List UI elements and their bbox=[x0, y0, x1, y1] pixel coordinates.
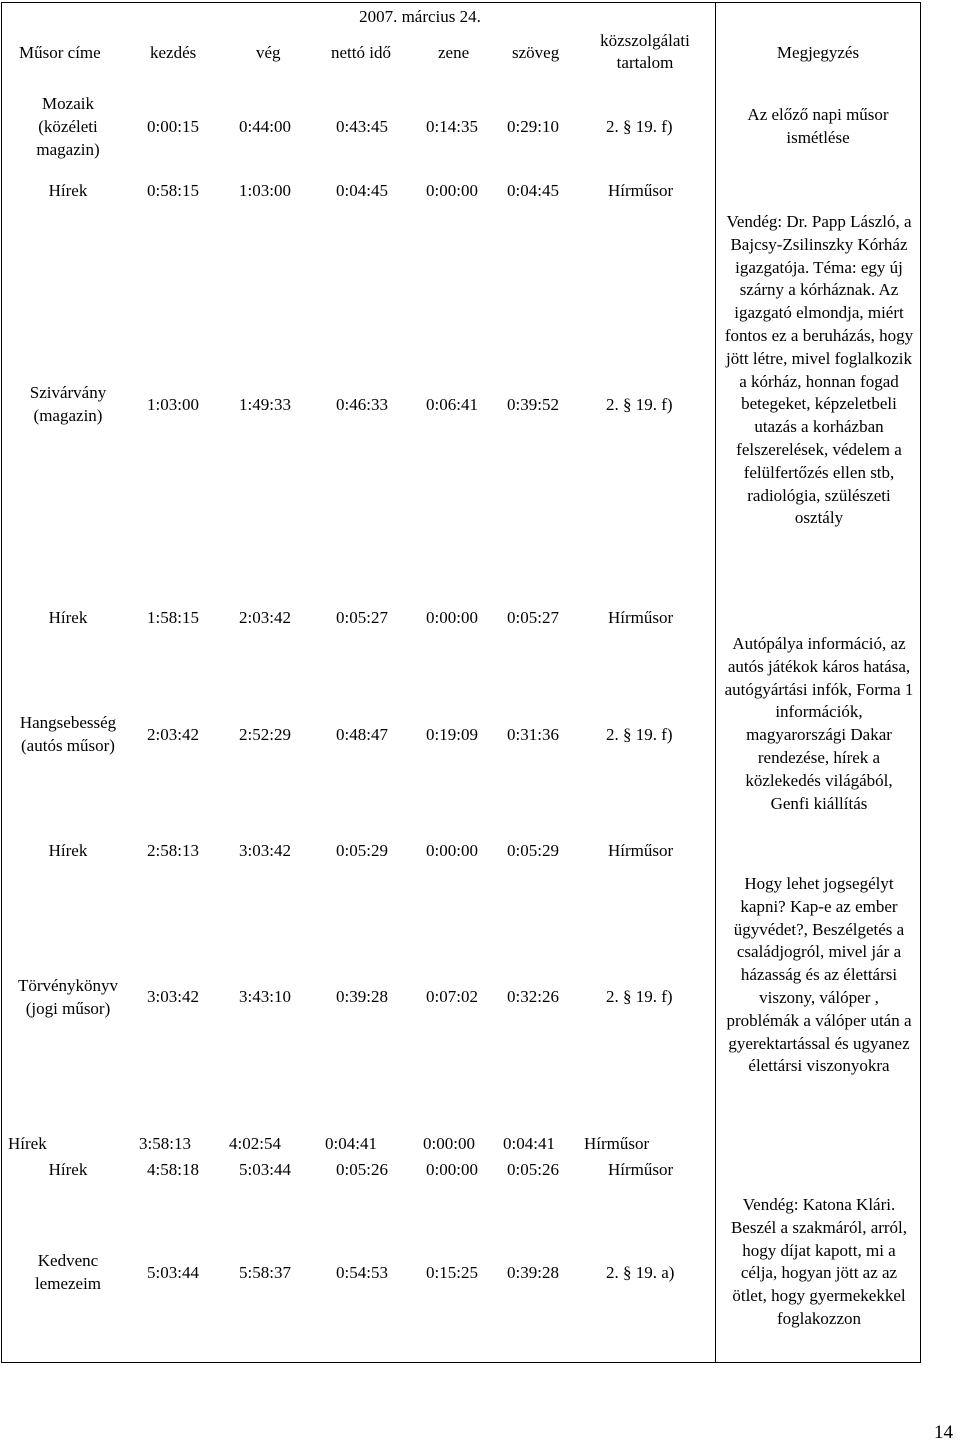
program-title: Hírek bbox=[48, 181, 88, 200]
end-time: 0:44:00 bbox=[239, 117, 291, 136]
header-music: zene bbox=[438, 43, 470, 62]
end-time: 3:43:10 bbox=[239, 987, 291, 1006]
net-time: 0:05:27 bbox=[336, 608, 388, 627]
program-title: Mozaik bbox=[42, 94, 94, 113]
program-title: (jogi műsor) bbox=[25, 999, 111, 1018]
header-public-1: közszolgálati bbox=[600, 31, 690, 50]
table-border-left bbox=[1, 2, 2, 1363]
music-time: 0:00:00 bbox=[423, 1134, 475, 1153]
end-time: 3:03:42 bbox=[239, 841, 291, 860]
program-title: magazin) bbox=[36, 140, 100, 159]
header-date: 2007. március 24. bbox=[359, 7, 481, 26]
program-title: Hangsebesség bbox=[19, 713, 117, 732]
start-time: 3:03:42 bbox=[147, 987, 199, 1006]
note-text: Hogy lehet jogsegélyt kapni? Kap-e az ember ügyvédet?, Beszélgetés a családjogról, mivel jár a házasság és az élettársi viszony, válóper , problémák a válóper után a gyerektartással és ugyanez élettársi viszonyokra bbox=[726, 874, 912, 1076]
public-content: 2. § 19. f) bbox=[606, 117, 673, 136]
music-time: 0:00:00 bbox=[426, 1160, 478, 1179]
net-time: 0:46:33 bbox=[336, 395, 388, 414]
text-time: 0:29:10 bbox=[507, 117, 559, 136]
start-time: 0:58:15 bbox=[147, 181, 199, 200]
note-text: Vendég: Katona Klári. Beszél a szakmáról, arról, hogy díjat kapott, mi a célja, hogyan jött az az ötlet, hogy gyermekekkel foglakozzon bbox=[730, 1195, 908, 1328]
note-text: Vendég: Dr. Papp László, a Bajcsy-Zsilinszky Kórház igazgatója. Téma: egy új szárny a kórháznak. Az igazgató elmondja, miért fontos ez a beruházás, hogy jött létre, mivel foglalkozik a kórház, honnan fogad betegeket, képzeletbeli utazás a korházban felszerelések, védelem a felülfertőzés ellen stb, radiológia, szülészeti osztály bbox=[724, 212, 914, 528]
program-title: Hírek bbox=[8, 1134, 47, 1153]
net-time: 0:39:28 bbox=[336, 987, 388, 1006]
header-public-2: tartalom bbox=[616, 53, 674, 72]
net-time: 0:04:41 bbox=[325, 1134, 377, 1153]
text-time: 0:05:29 bbox=[507, 841, 559, 860]
header-end: vég bbox=[256, 43, 281, 62]
text-time: 0:39:28 bbox=[507, 1263, 559, 1282]
net-time: 0:05:29 bbox=[336, 841, 388, 860]
public-content: Hírműsor bbox=[608, 1160, 674, 1179]
page-number: 14 bbox=[934, 1422, 953, 1443]
public-content: 2. § 19. f) bbox=[606, 987, 673, 1006]
note-column-divider bbox=[715, 2, 716, 1363]
net-time: 0:04:45 bbox=[336, 181, 388, 200]
table-border-top bbox=[1, 2, 921, 3]
music-time: 0:06:41 bbox=[426, 395, 478, 414]
text-time: 0:05:26 bbox=[507, 1160, 559, 1179]
text-time: 0:31:36 bbox=[507, 725, 559, 744]
note-text: Az előző napi műsor ismétlése bbox=[747, 105, 889, 147]
net-time: 0:43:45 bbox=[336, 117, 388, 136]
public-content: Hírműsor bbox=[608, 181, 674, 200]
program-title: (közéleti bbox=[38, 117, 98, 136]
end-time: 1:03:00 bbox=[239, 181, 291, 200]
public-content: 2. § 19. a) bbox=[606, 1263, 675, 1282]
end-time: 2:52:29 bbox=[239, 725, 291, 744]
header-title: Műsor címe bbox=[19, 43, 101, 62]
program-title: Törvénykönyv bbox=[17, 976, 119, 995]
start-time: 1:58:15 bbox=[147, 608, 199, 627]
header-text: szöveg bbox=[512, 43, 560, 62]
public-content: Hírműsor bbox=[584, 1134, 650, 1153]
program-title: (autós műsor) bbox=[21, 736, 115, 755]
public-content: 2. § 19. f) bbox=[606, 395, 673, 414]
text-time: 0:04:45 bbox=[507, 181, 559, 200]
public-content: Hírműsor bbox=[608, 841, 674, 860]
program-title: Kedvenc bbox=[37, 1251, 99, 1270]
net-time: 0:54:53 bbox=[336, 1263, 388, 1282]
music-time: 0:15:25 bbox=[426, 1263, 478, 1282]
public-content: Hírműsor bbox=[608, 608, 674, 627]
end-time: 2:03:42 bbox=[239, 608, 291, 627]
program-title: lemezeim bbox=[34, 1274, 102, 1293]
text-time: 0:05:27 bbox=[507, 608, 559, 627]
header-net: nettó idő bbox=[331, 43, 391, 62]
start-time: 0:00:15 bbox=[147, 117, 199, 136]
start-time: 4:58:18 bbox=[147, 1160, 199, 1179]
text-time: 0:32:26 bbox=[507, 987, 559, 1006]
music-time: 0:14:35 bbox=[426, 117, 478, 136]
table-border-bottom bbox=[1, 1362, 921, 1363]
note-text: Autópálya információ, az autós játékok káros hatása, autógyártási infók, Forma 1 információk, magyarországi Dakar rendezése, hírek a közlekedés világából, Genfi kiállítás bbox=[724, 634, 914, 813]
program-title: Hírek bbox=[48, 1160, 88, 1179]
start-time: 2:58:13 bbox=[147, 841, 199, 860]
public-content: 2. § 19. f) bbox=[606, 725, 673, 744]
music-time: 0:00:00 bbox=[426, 841, 478, 860]
net-time: 0:48:47 bbox=[336, 725, 388, 744]
program-title: (magazin) bbox=[33, 406, 103, 425]
start-time: 1:03:00 bbox=[147, 395, 199, 414]
text-time: 0:04:41 bbox=[503, 1134, 555, 1153]
music-time: 0:07:02 bbox=[426, 987, 478, 1006]
music-time: 0:00:00 bbox=[426, 608, 478, 627]
end-time: 1:49:33 bbox=[239, 395, 291, 414]
text-time: 0:39:52 bbox=[507, 395, 559, 414]
net-time: 0:05:26 bbox=[336, 1160, 388, 1179]
program-title: Szivárvány bbox=[29, 383, 107, 402]
end-time: 4:02:54 bbox=[229, 1134, 281, 1153]
start-time: 3:58:13 bbox=[139, 1134, 191, 1153]
program-title: Hírek bbox=[48, 608, 88, 627]
start-time: 2:03:42 bbox=[147, 725, 199, 744]
header-note: Megjegyzés bbox=[776, 43, 860, 62]
program-title: Hírek bbox=[48, 841, 88, 860]
header-start: kezdés bbox=[150, 43, 197, 62]
start-time: 5:03:44 bbox=[147, 1263, 199, 1282]
end-time: 5:58:37 bbox=[239, 1263, 291, 1282]
music-time: 0:19:09 bbox=[426, 725, 478, 744]
music-time: 0:00:00 bbox=[426, 181, 478, 200]
end-time: 5:03:44 bbox=[239, 1160, 291, 1179]
table-border-right bbox=[920, 2, 921, 1363]
